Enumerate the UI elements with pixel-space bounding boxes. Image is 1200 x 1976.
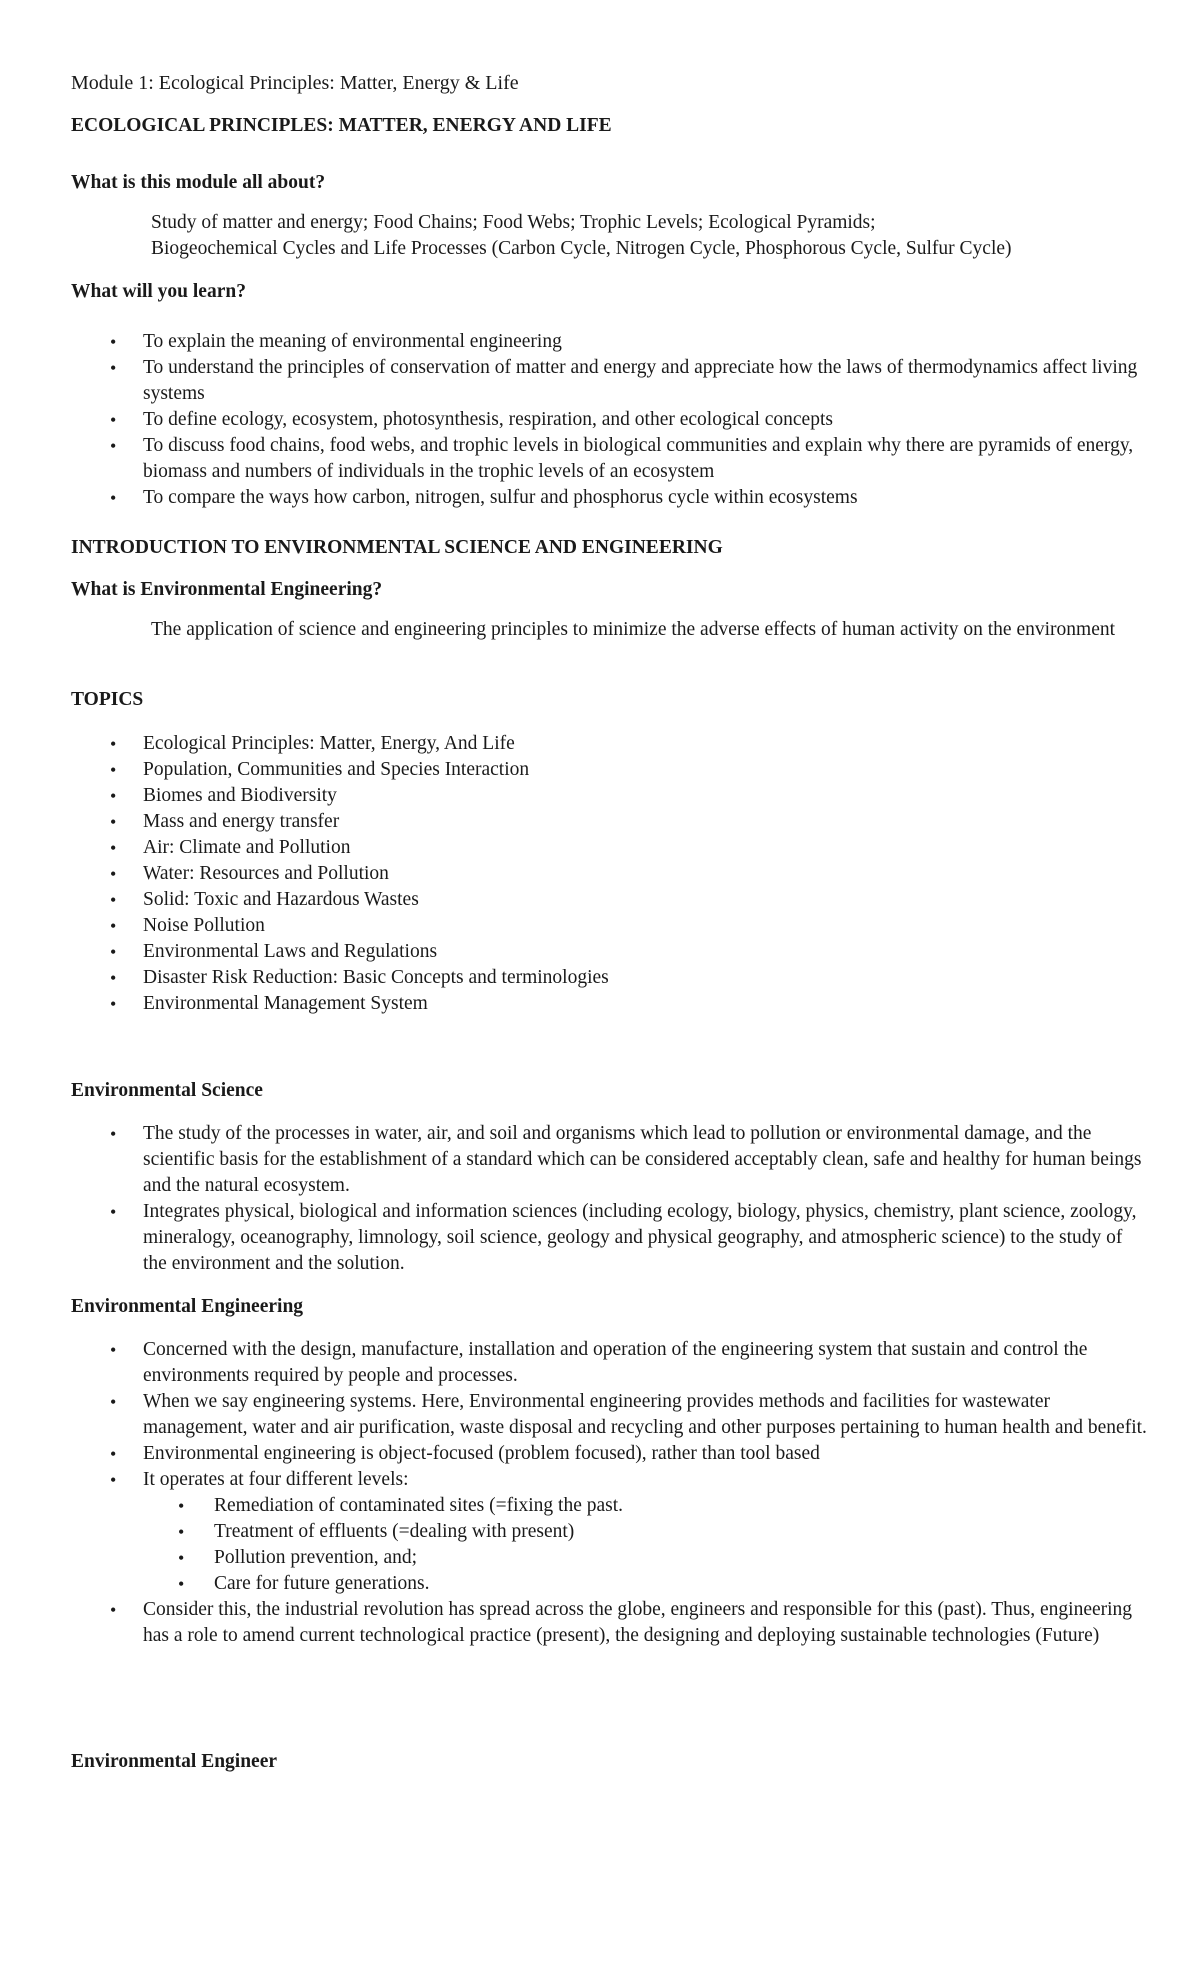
bullet-icon: •	[110, 332, 117, 352]
bullet-icon: •	[178, 1522, 185, 1542]
bullet-icon: •	[110, 890, 117, 910]
intro-question: What is Environmental Engineering?	[71, 579, 383, 600]
topics-heading: TOPICS	[71, 689, 144, 710]
bullet-icon: •	[110, 1600, 117, 1620]
list-item: • Biomes and Biodiversity	[71, 783, 1151, 809]
list-item: • Consider this, the industrial revolution has spread across the globe, engineers and responsible for this (past). Thus, engineering has a role to amend current technological practice (present), the designing and deploying sustainable technologies (Future)	[110, 1599, 1133, 1646]
bullet-icon: •	[110, 734, 117, 754]
bullet-icon: •	[110, 1470, 117, 1490]
list-item: • When we say engineering systems. Here, Environmental engineering provides methods and facilities for wastewater management, water and air purification, waste disposal and recycling and other purposes pertaining to human health and benefit.	[110, 1391, 1147, 1438]
bullet-icon: •	[110, 1124, 117, 1144]
bullet-icon: •	[178, 1574, 185, 1594]
list-item: • Remediation of contaminated sites (=fixing the past.	[71, 1493, 1151, 1519]
bullet-icon: •	[110, 994, 117, 1014]
levels-list	[71, 1493, 1151, 1597]
learn-heading: What will you learn?	[71, 281, 246, 302]
list-item: • To compare the ways how carbon, nitrogen, sulfur and phosphorus cycle within ecosystems	[71, 485, 1151, 511]
list-item: • Care for future generations.	[71, 1571, 1151, 1597]
env-science-heading: Environmental Science	[71, 1080, 263, 1101]
bullet-icon: •	[110, 838, 117, 858]
bullet-icon: •	[110, 358, 117, 378]
list-item: • Concerned with the design, manufacture, installation and operation of the engineering system that sustain and control the environments required by people and processes.	[110, 1339, 1088, 1386]
about-line-1: Study of matter and energy; Food Chains; Food Webs; Trophic Levels; Ecological Pyramids;	[151, 212, 876, 233]
env-engineering-list	[71, 1337, 1151, 1493]
list-item: • Population, Communities and Species Interaction	[71, 757, 1151, 783]
list-item: • It operates at four different levels:	[71, 1467, 1151, 1493]
learn-list	[71, 329, 1151, 511]
env-engineer-heading: Environmental Engineer	[71, 1751, 278, 1772]
intro-answer: The application of science and engineering principles to minimize the adverse effects of human activity on the environment	[151, 619, 1116, 640]
list-item: • Water: Resources and Pollution	[71, 861, 1151, 887]
intro-heading: INTRODUCTION TO ENVIRONMENTAL SCIENCE AND ENGINEERING	[71, 537, 723, 558]
bullet-icon: •	[110, 968, 117, 988]
document-page	[71, 70, 1151, 1775]
list-item: • Pollution prevention, and;	[71, 1545, 1151, 1571]
bullet-icon: •	[110, 916, 117, 936]
bullet-icon: •	[110, 786, 117, 806]
list-item: • To define ecology, ecosystem, photosynthesis, respiration, and other ecological concepts	[71, 407, 1151, 433]
document-title: ECOLOGICAL PRINCIPLES: MATTER, ENERGY AND LIFE	[71, 115, 612, 136]
list-item: • Environmental Management System	[71, 991, 1151, 1017]
bullet-icon: •	[110, 1392, 117, 1412]
list-item: • Noise Pollution	[71, 913, 1151, 939]
module-header: Module 1: Ecological Principles: Matter, Energy & Life	[71, 72, 519, 94]
bullet-icon: •	[178, 1496, 185, 1516]
bullet-icon: •	[110, 436, 117, 456]
list-item: • Air: Climate and Pollution	[71, 835, 1151, 861]
about-line-2: Biogeochemical Cycles and Life Processes (Carbon Cycle, Nitrogen Cycle, Phosphorous Cycle, Sulfur Cycle)	[151, 238, 1012, 259]
bullet-icon: •	[110, 760, 117, 780]
bullet-icon: •	[110, 812, 117, 832]
list-item: • Mass and energy transfer	[71, 809, 1151, 835]
list-item: • Solid: Toxic and Hazardous Wastes	[71, 887, 1151, 913]
env-engineering-heading: Environmental Engineering	[71, 1296, 304, 1317]
env-science-list	[71, 1121, 1151, 1277]
list-item: • Disaster Risk Reduction: Basic Concepts and terminologies	[71, 965, 1151, 991]
topics-list	[71, 731, 1151, 1017]
bullet-icon: •	[110, 864, 117, 884]
bullet-icon: •	[110, 942, 117, 962]
bullet-icon: •	[178, 1548, 185, 1568]
bullet-icon: •	[110, 410, 117, 430]
list-item: • To discuss food chains, food webs, and trophic levels in biological communities and explain why there are pyramids of energy, biomass and numbers of individuals in the trophic levels of an ecosystem	[110, 435, 1134, 482]
bullet-icon: •	[110, 1444, 117, 1464]
list-item: • To explain the meaning of environmental engineering	[71, 329, 1151, 355]
bullet-icon: •	[110, 1340, 117, 1360]
bullet-icon: •	[110, 1202, 117, 1222]
env-engineering-list-cont	[71, 1597, 1151, 1649]
list-item: • Environmental Laws and Regulations	[71, 939, 1151, 965]
list-item: • The study of the processes in water, air, and soil and organisms which lead to pollution or environmental damage, and the scientific basis for the establishment of a standard which can be considered acceptably clean, safe and healthy for human beings and the natural ecosystem.	[110, 1123, 1142, 1196]
list-item: • To understand the principles of conservation of matter and energy and appreciate how the laws of thermodynamics affect living systems	[110, 357, 1138, 404]
list-item: • Environmental engineering is object-focused (problem focused), rather than tool based	[71, 1441, 1151, 1467]
list-item: • Ecological Principles: Matter, Energy, And Life	[71, 731, 1151, 757]
about-heading: What is this module all about?	[71, 172, 326, 193]
list-item: • Treatment of effluents (=dealing with present)	[71, 1519, 1151, 1545]
bullet-icon: •	[110, 488, 117, 508]
list-item: • Integrates physical, biological and information sciences (including ecology, biology, physics, chemistry, plant science, zoology, mineralogy, oceanography, limnology, soil science, geology and physical geography, and atmospheric science) to the study of the environment and the solution.	[110, 1201, 1137, 1274]
